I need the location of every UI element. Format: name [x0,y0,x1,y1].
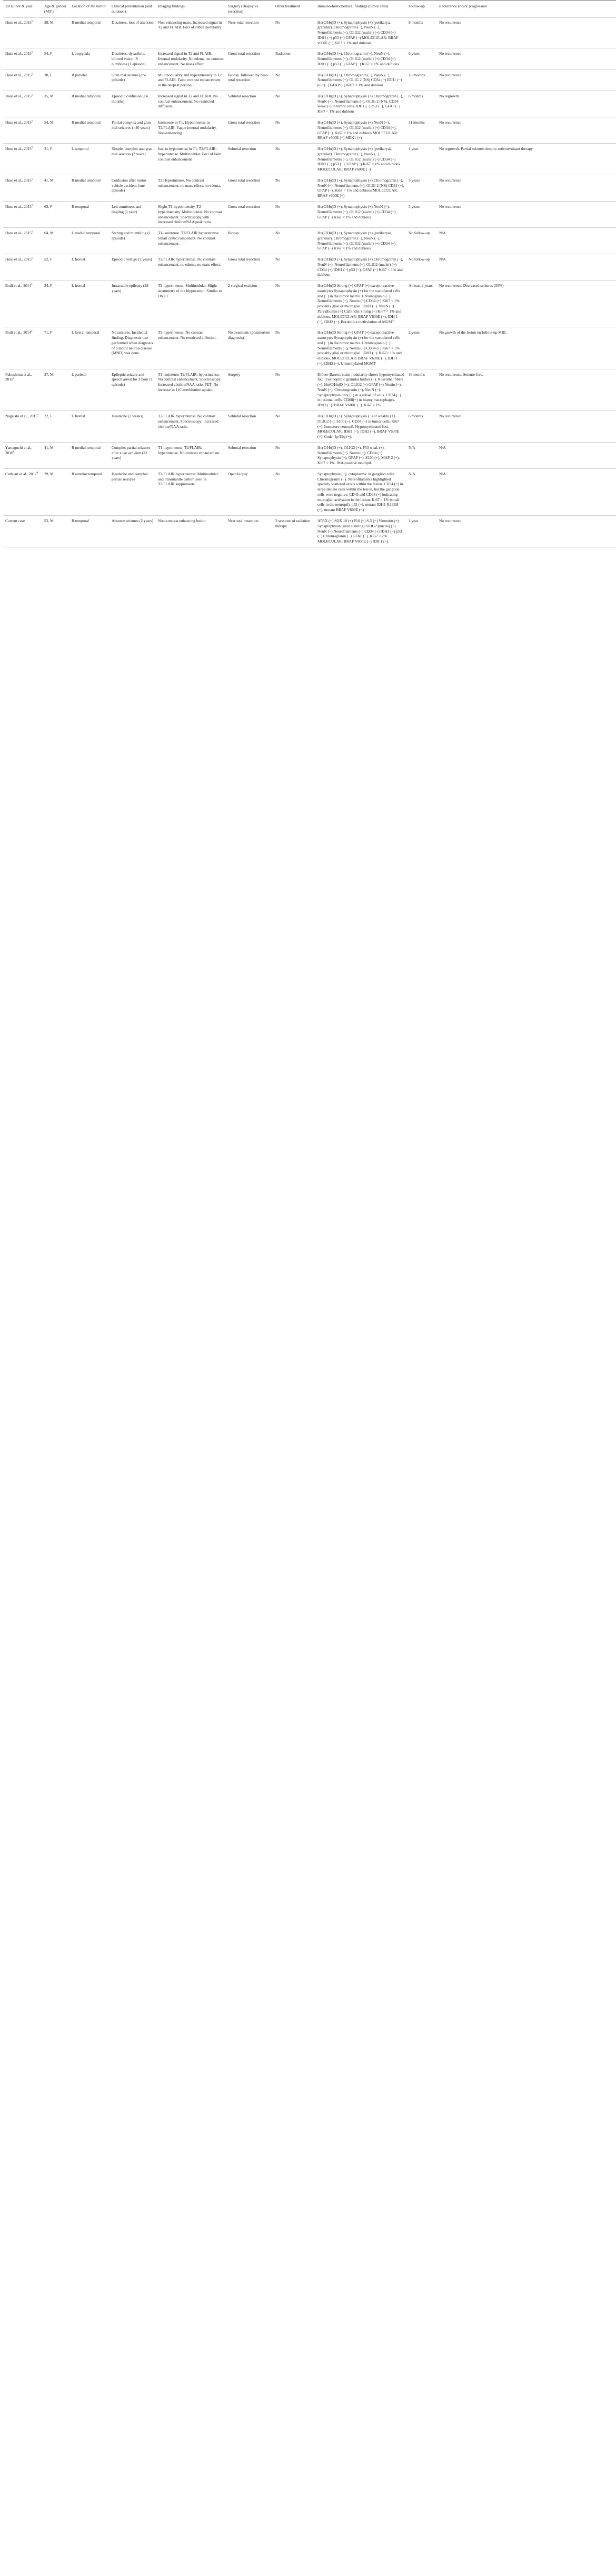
imaging-cell: Non-enhancing mass. Increased signal in T2 and FLAIR. Foci of subtle nodularity [156,17,226,48]
age-gender-cell: 63, F [42,201,69,227]
surgery-cell: Open biopsy [226,468,273,515]
surgery-cell: 2 surgical excision [226,280,273,327]
other-treatment-cell: No [273,327,315,369]
recurrence-cell: N/A [437,442,616,468]
imaging-cell: T2 Hyperintense. No contrast enhancement, no mass effect, no edema. [156,175,226,201]
followup-cell: 1 year [406,144,437,175]
author-cell [3,327,42,369]
other-treatment-cell: No [273,280,315,327]
table-row [3,411,616,443]
recurrence-cell: No regrowth. Partial seizures despite anticonvulsant therapy [437,144,616,175]
ihc-cell: Hu(C/Hu)D (+), Synaptophysin (+) (perikaryal, granular). Chromogranin (−), NeuN (−), Neurofilaments (−), OLIG2 (nuclei) (+) CD34 (+) IDH1 (−) p53 (−), GFAP (−) Ki67 < 1% and dubious MOLECULAR: BRAF v600E (−) [315,144,406,175]
col-header: Location of the tumor [69,1,110,17]
location-cell: L frontal [69,254,110,280]
ihc-cell: Klüver-Barrera stain: nodularity shows hypomyelinated foci. Eosinophilic granular bodies (−). Rosenthal fibers (−). Hu(C/Hu)D (+), OLIG2 (+) GFAP (−) Nestin (−). NeuN (−). Chromogranin (−), NeuN (−). Synaptophysin only (+) in a subset of cells. CD34 (−) in lesional cells. CD68(+) in foamy macrophages. IDH1 (−). BRAF V600E (−). Ki67 < 1%. [315,369,406,410]
other-treatment-cell: No [273,69,315,91]
col-header: Other treatment [273,1,315,17]
author-text: Huse et al., 2015 [5,257,32,262]
table-row [3,442,616,468]
other-treatment-cell: No [273,369,315,410]
age-gender-cell: 71, F [42,327,69,369]
other-treatment-cell: No [273,468,315,515]
followup-cell: 2 years [406,327,437,369]
ihc-cell: Hu(C/Hu)D (+), Chromogranin (−), NeuN (−), Neurofilaments (−), OLIG 2 (NS) CD34 (−) IDH1 (−) p53 (−) GFAP (−) Ki67 < 1% and dubious [315,69,406,91]
surgery-cell: Near-total resection [226,17,273,48]
imaging-cell: T1-hypointense. T2/FLAIR: hyperintense. No contrast enhancement. [156,442,226,468]
surgery-cell: Gross total resection [226,254,273,280]
location-cell: R temporal [69,516,110,547]
author-cell [3,411,42,443]
table-row [3,175,616,201]
col-header: 1st author & year [3,1,42,17]
age-gender-cell: 35, M [42,91,69,117]
col-header: Age & gender (M/F) [42,1,69,17]
author-cell [3,175,42,201]
age-gender-cell: 64, M [42,228,69,254]
presentation-cell: Dizziness, dysarthria, blurred vision: R numbness (1 episode) [110,48,156,69]
imaging-cell: T2/FLAIR hyperintense. Multinodular and transmantle pattern seen in T2/FLAIR suppression. [156,468,226,515]
table-row [3,369,616,410]
reference-number: 5 [31,257,33,260]
author-text: Cathcart et al., 2017 [5,471,37,476]
ihc-cell: Hu(C/Hu)D (+), Synaptophysin (+) Chromogranin (−), NeuN (−), Neurofilaments (−), OLIG2 (nuclei) (+) CD34 (+) IDH1 (−) p53 (−), GFAP (−) Ki67 < 1% and dubious [315,254,406,280]
followup-cell: 3 years [406,201,437,227]
author-text: Fukushima et al., 2015 [5,372,32,382]
surgery-cell: Gross total resection [226,48,273,69]
recurrence-cell: No regrowth [437,91,616,117]
other-treatment-cell: No [273,17,315,48]
reference-number: 5 [31,178,33,181]
recurrence-cell: N/A [437,468,616,515]
imaging-cell: Multinodularity and hyperintensity in T2 and FLAIR. Faint contrast enhancement in the deepest portion. [156,69,226,91]
presentation-cell: Headache (2 weeks) [110,411,156,443]
followup-cell: At least 2 years [406,280,437,327]
reference-number: 5 [31,204,33,207]
ihc-cell: Hu(C/Hu)D (+), Synaptophysin (+) Chromogranin (−), NeuN (−), Neurofilaments (−), OLIG 2 (NS) CD34 (−), GFAP (−), Ki67 < 1% and dubious MOLECULAR: BRAF v600E (−) [315,175,406,201]
surgery-cell: No treatment. (postmortem diagnosis) [226,327,273,369]
presentation-cell: Absence seizures (2 years) [110,516,156,547]
table-row [3,144,616,175]
surgery-cell: Surgery [226,369,273,410]
imaging-cell: Non-contrast enhancing lesion. [156,516,226,547]
table-row [3,280,616,327]
location-cell: L amygdala [69,48,110,69]
recurrence-cell: N/A [437,228,616,254]
followup-cell: No follow-up [406,228,437,254]
col-header: Immuno-histochemical findings (tumor cells) [315,1,406,17]
followup-cell: No follow-up [406,254,437,280]
table-row [3,254,616,280]
followup-cell: 6 months [406,91,437,117]
presentation-cell: Simple, complex and gran mal seizures (2 years) [110,144,156,175]
recurrence-cell: No recurrence. Decreased seizures (50%) [437,280,616,327]
ihc-cell: ATRX (+) SOX 10 (+) P16 (+) S-5 (+) Vimentin (+) Synaptophysin (mild staining) OLIG2 (nuclei) (+) NeuN (−) Neurofilaments (−) CD34 (+) IDH1 (−) p53 (−) Chromogranin (−) GFAP (−). Ki67 < 2%. MOLECULAR: BRAF V600E (−) IDH 1 (−). [315,516,406,547]
location-cell: R parietal [69,69,110,91]
imaging-cell: Increased signal in T2 and FLAIR. No contrast enhancement. No restricted diffusion. [156,91,226,117]
other-treatment-cell: No [273,228,315,254]
followup-cell: 6 months [406,411,437,443]
followup-cell: 6 years [406,48,437,69]
surgery-cell: Subtotal resection [226,411,273,443]
ihc-cell: Hu(C/Hu)D Strong (+) GFAP (+) except reactive astrocytes Synaptophysin (+) for the vacuolated cells and (−) in the tumor matrix. Chromogranin (−), Neurofilaments (−), Nestin (−) CD34 (+) Ki67 < 1% probably glial or microglial. IDH1 (−). NeuN (−) Parvalbumin (+) Calbindin Strong (+) Ki67 < 1% and dubious. MOLECULAR: BRAF V600E (−), IDH 1 (−), IDH2 (−). Borderline methylation of MGMT [315,280,406,327]
other-treatment-cell: No [273,144,315,175]
author-text: Huse et al., 2015 [5,93,32,98]
ihc-cell: Hu(C/Hu)D (+), Chromogranin (−), NeuN (−), Neurofilaments (−), OLIG2 (nuclei) (+) CD34 (+) IDH1 (−) p53 (−) GFAP (−) Ki67 < 1% and dubious [315,48,406,69]
surgery-cell: Gross total resection [226,117,273,144]
age-gender-cell: 38, M [42,17,69,48]
age-gender-cell: 38, F [42,69,69,91]
reference-number: 6 [13,450,15,454]
ihc-cell: Hu(C/Hu)D (+). Synaptophysin (−) or weakly (+). OLIG2 (+). S100 (+). CD34 (−) in tumor cells. Ki67 (−). Immature neuropil. Hypomyelinated foci. MOLECULAR: IDH1 (−), IDH2 (−), BRAF V600E (−). Codel 1p/19q (−). [315,411,406,443]
reference-number: 2 [31,283,33,286]
followup-cell: N/A [406,468,437,515]
col-header: Clinical presentation (and duration) [110,1,156,17]
age-gender-cell: 41, M [42,175,69,201]
col-header: Imaging findings [156,1,226,17]
other-treatment-cell: No [273,201,315,227]
author-cell [3,228,42,254]
presentation-cell: Epileptic seizure and speech arrest for 1 hour (1 episode) [110,369,156,410]
author-cell [3,468,42,515]
author-text: Yamaguchi et al., 2016 [5,445,33,455]
table-row [3,516,616,547]
location-cell: R anterior temporal [69,468,110,515]
followup-cell: 18 months [406,369,437,410]
author-cell [3,17,42,48]
imaging-cell: T2-hyperintense. Multinodular. Slight asymmetry of the hippocampi. Similar to DNET. [156,280,226,327]
imaging-cell: T2-hyperintense. No contrast enhancement. No restricted diffusion. [156,327,226,369]
imaging-cell: T1-isointense. T2/FLAIR hyperintense. Small cystic component. No contrast enhancement. [156,228,226,254]
reference-number: 5 [31,73,33,76]
surgery-cell: Gross total resection [226,201,273,227]
reference-number: 5 [31,230,33,234]
imaging-cell: Iso- to hypointense in T1. T2/FLAIR: hyperintense. Multinodular. Foci of faint contrast enhancement [156,144,226,175]
presentation-cell: Episodic confusion (14 months) [110,91,156,117]
location-cell: L frontal [69,411,110,443]
presentation-cell: Intractable epilepsy (28 years) [110,280,156,327]
table-row [3,117,616,144]
recurrence-cell: No recurrence. Seizure-free. [437,369,616,410]
table-row [3,228,616,254]
other-treatment-cell: No [273,117,315,144]
presentation-cell: No seizures. Incidental finding. Diagnostic test performed when diagnosis of a motor neuron disease (MND) was done. [110,327,156,369]
table-row [3,327,616,369]
location-cell: R medial temporal [69,91,110,117]
author-cell [3,201,42,227]
table-row [3,69,616,91]
surgery-cell: Subtotal resection [226,144,273,175]
literature-table [3,0,616,547]
reference-number: 5 [31,120,33,123]
reference-number: 5 [31,51,33,54]
recurrence-cell: No recurrence [437,117,616,144]
age-gender-cell: 52, M [42,516,69,547]
reference-number: 5 [31,94,33,97]
presentation-cell: Left numbness and tingling (1 year) [110,201,156,227]
location-cell: R medial temporal [69,117,110,144]
reference-number: 3 [13,377,15,380]
reference-number: 4 [37,414,39,417]
ihc-cell: Hu(C/Hu)D Strong (+) GFAP (+) except reactive astrocytes Synaptophysin (+) for the vacuolated cells and (−) in the tumor matrix. Chromogranin (−), Neurofilaments (−), Nestin (−) CD34 (+) Ki67 < 1% probably glial or microglial. IDH1 (−). Ki67< 1% and dubious. MOLECULAR: BRAF V600E (−), IDH 1 (−), IDH2 (−). Unmethylated MGMT [315,327,406,369]
reference-number: 5 [31,146,33,149]
header-row [3,1,616,17]
followup-cell: 1 year [406,516,437,547]
recurrence-cell: No recurrence [437,201,616,227]
location-cell: R temporal [69,201,110,227]
recurrence-cell: No recurrence [437,48,616,69]
ihc-cell: Hu(C/Hu)D (+). OLIG2 (+). P53 weak (+). Neurofilaments (−). Nestin (−). CD34 (−). Synaptophysin (+). GFAP (−). S100 (+). MAP-2 (+). Ki67 < 1%. INA-positive neuropil. [315,442,406,468]
author-cell [3,280,42,327]
location-cell: R medial temporal [69,442,110,468]
imaging-cell: T2/FLAIR hyperintense. No contrast enhancement, no edema, no mass effect. [156,254,226,280]
followup-cell: 16 months [406,69,437,91]
author-text: Huse et al., 2015 [5,230,32,236]
recurrence-cell: No recurrence [437,411,616,443]
age-gender-cell: 31, F [42,144,69,175]
followup-cell: 8 months [406,17,437,48]
age-gender-cell: 52, F [42,254,69,280]
table-row [3,17,616,48]
presentation-cell: Confusion after motor vehicle accident (one episode) [110,175,156,201]
recurrence-cell: N/A [437,254,616,280]
table-row [3,201,616,227]
presentation-cell: Partial complex and gran mal seizures (>40 years) [110,117,156,144]
imaging-cell: Slight T1-hypointensity. T2-hyperintensity. Multinodular. No contrast enhancement. Spectroscopy with increased choline/NAA peak ratio [156,201,226,227]
location-cell: L temporal [69,144,110,175]
reference-number: 2 [31,330,33,333]
author-text: Bodi et al., 2014 [5,283,32,288]
age-gender-cell: 54, F [42,48,69,69]
author-cell [3,516,42,547]
age-gender-cell: 29, M [42,468,69,515]
other-treatment-cell: Radiation [273,48,315,69]
location-cell: L frontal [69,280,110,327]
location-cell: R medial temporal [69,175,110,201]
presentation-cell: Gran mal seizure (one episode) [110,69,156,91]
other-treatment-cell: No [273,91,315,117]
ihc-cell: Hu(C/Hu)D (+), Synaptophysin (+) (perikarya, granular). Chromogranin (−), NeuN (−), Neurofilaments (−), OLIG2 (nuclei) (+) CD34 (+) IDH1 (−) p53 (−) GFAP (−) MOLECULAR: BRAF v600E (−) Ki67 < 1% and dubious [315,17,406,48]
reference-number: 5 [31,20,33,23]
ihc-cell: Hu(C/Hu)D (+), Synaptophysin (+) Chromogranin (−), NeuN (−), Neurofilaments (−), OLIG 2 (NS). CD34 weak (+) in tumor cells. IDH1 (−) p53 (−), GFAP (−) Ki67 < 1% and dubious [315,91,406,117]
surgery-cell: Biopsy. followed by near-total resection [226,69,273,91]
col-header: Recurrence and/or progression [437,1,616,17]
table-row [3,91,616,117]
recurrence-cell: No recurrence [437,69,616,91]
surgery-cell: Subtotal resection [226,442,273,468]
age-gender-cell: 54, M [42,117,69,144]
reference-number: 8 [36,472,38,475]
author-text: Huse et al., 2015 [5,19,32,25]
author-text: Huse et al., 2015 [5,177,32,183]
surgery-cell: Near total resection [226,516,273,547]
location-cell: L parietal [69,369,110,410]
author-cell [3,442,42,468]
author-cell [3,48,42,69]
author-text: Huse et al., 2015 [5,204,32,209]
author-text: Huse et al., 2015 [5,120,32,125]
followup-cell: N/A [406,442,437,468]
location-cell: L medial temporal [69,228,110,254]
author-cell [3,69,42,91]
ihc-cell: Synaptophysin (+), cytoplasmic in ganglion cells. Chromogranin (−). Neurofilaments highlighted sparsely scattered axons within the lesion. CD34 (+) in large stellate cells within the lesion, but the ganglion cells were negative. CD45 and CD68 (+) indicating microglial activation in the lesion. Ki67 < 1% (small cells in the neuropil). p53 (−). mutant IDH1-R132H (−), mutant BRAF V600E (−) [315,468,406,515]
followup-cell: 5 years [406,175,437,201]
author-text: Bodi et al., 2014 [5,330,32,335]
other-treatment-cell: No [273,254,315,280]
surgery-cell: Biopsy [226,228,273,254]
author-cell [3,91,42,117]
age-gender-cell: 37, M [42,369,69,410]
ihc-cell: Hu(C/Hu)D (+), Synaptophysin (+) NeuN (−), Neurofilaments (−), OLIG2 (nuclei) (+) CD34 (+) GFAP (−) Ki67 < 1% and dubious [315,201,406,227]
surgery-cell: Gross total resection [226,175,273,201]
author-cell [3,369,42,410]
followup-cell: 11 months [406,117,437,144]
other-treatment-cell: No [273,411,315,443]
other-treatment-cell: No [273,442,315,468]
recurrence-cell: No recurrence [437,516,616,547]
col-header: Follow-up [406,1,437,17]
surgery-cell: Subtotal resection [226,91,273,117]
table-row [3,48,616,69]
imaging-cell: Isointense in T1. Hyperintense in T2/FLAIR. Vague internal nodularity. Non-enhancing [156,117,226,144]
presentation-cell: Headache and complex partial seizures [110,468,156,515]
col-header: Surgery (Biopsy vs resection) [226,1,273,17]
table-row [3,468,616,515]
presentation-cell: Episodic vertigo (2 years) [110,254,156,280]
author-text: Current case [5,518,25,524]
author-text: Huse et al., 2015 [5,51,32,56]
author-text: Huse et al., 2015 [5,146,32,152]
author-cell [3,254,42,280]
other-treatment-cell: No [273,175,315,201]
author-text: Huse et al., 2015 [5,72,32,77]
location-cell: R medial temporal [69,17,110,48]
recurrence-cell: No recurrence [437,175,616,201]
location-cell: L lateral temporal [69,327,110,369]
imaging-cell: Increased signal in T2 and FLAIR. Internal nodularity. No edema, no contrast enhancement. No mass effect [156,48,226,69]
author-cell [3,117,42,144]
other-treatment-cell: 3 sessions of radiation therapy [273,516,315,547]
presentation-cell: Staring and mumbling (1 episode) [110,228,156,254]
ihc-cell: Hu(C/Hu)D (+), Synaptophysin (+) (perikaryal, granular). Chromogranin (−), NeuN (−), Neurofilaments (−), OLIG2 (nuclei) (+) CD34 (+) GFAP (−) Ki67 < 1% and dubious [315,228,406,254]
recurrence-cell: No growth of the lesion on follow-up MRI. [437,327,616,369]
presentation-cell: Dizziness, loss of attention [110,17,156,48]
imaging-cell: T1-isointense T2/FLAIR: hyperintense. No contrast enhancement. Spectroscopy: Increased choline/NAA ratio. PET: No increase in 11C-methionine uptake. [156,369,226,410]
presentation-cell: Complex partial seizures after a car accident (22 years) [110,442,156,468]
age-gender-cell: 41, M [42,442,69,468]
recurrence-cell: No recurrence [437,17,616,48]
imaging-cell: T2/FLAIR hyperintense. No contrast enhancement. Spectroscopy: Increased choline/NAA ratio. [156,411,226,443]
author-text: Nagaishi et al., 2015 [5,414,37,418]
ihc-cell: Hu(C/Hu)D (+), Synaptophysin (+) NeuN (−), Neurofilaments (−), OLIG2 (nuclei) (+) CD34 (+), GFAP (−), Ki67 < 1% and dubious MOLECULAR: BRAF v600E (−) MEK1 (+) [315,117,406,144]
author-cell [3,144,42,175]
age-gender-cell: 34, F [42,280,69,327]
age-gender-cell: 22, F [42,411,69,443]
